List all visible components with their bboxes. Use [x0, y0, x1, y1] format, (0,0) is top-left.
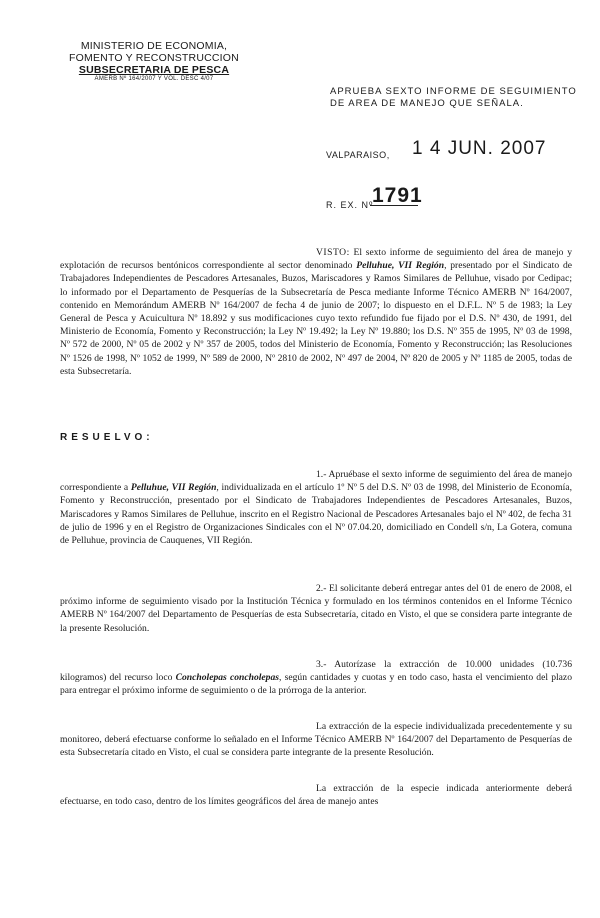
- ministry-name: MINISTERIO DE ECONOMIA,: [80, 40, 228, 52]
- article-2: 2.- El solicitante deberá entregar antes del 01 de enero de 2008, el próximo informe de seguimiento visado por la Institución Técnica y formulado en los términos contenidos en el Informe Técnico AMERB Nº 164/2007 del Departamento de Pesquerías de esta Subsecretaría, citado en Visto, el que se considera parte integrante de la presente Resolución.: [60, 583, 572, 634]
- ministry-name-2: FOMENTO Y RECONSTRUCCION: [69, 52, 239, 64]
- species-name: Concholepas concholepas: [175, 672, 280, 684]
- place-label: VALPARAISO,: [326, 150, 390, 160]
- article-number: 2.-: [316, 583, 327, 594]
- visto-label: VISTO:: [316, 247, 350, 258]
- subject-line-1: APRUEBA SEXTO INFORME DE SEGUIMIENTO: [330, 86, 577, 97]
- article-number: 3.-: [316, 659, 327, 670]
- resolution-label: R. EX. Nº: [326, 200, 374, 210]
- resolution-underline: [370, 205, 418, 206]
- resuelvo-heading: RESUELVO:: [60, 432, 154, 443]
- article-1: 1.- Apruébase el sexto informe de seguimiento del área de manejo correspondiente a Pelluhue, VII Región, individualizada en el artículo 1º Nº 5 del D.S. Nº 03 de 1998, del Ministerio de Economía, Fomento y Reconstrucción, presentado por el Sindicato de Trabajadores Independientes de Pescadores Artesanales, Buzos, Mariscadores y Ramos Similares de Pelluhue, inscrito en el Registro Nacional de Pescadores Artesanales bajo el Nº 402, de fecha 31 de julio de 1996 y en el Registro de Organizaciones Sindicales con el Nº 07.04.20, domiciliado en Condell s/n, La Gotera, comuna de Pelluhue, provincia de Cauquenes, VII Región.: [60, 469, 572, 547]
- visto-paragraph: VISTO: El sexto informe de seguimiento del área de manejo y explotación de recursos bentónicos correspondiente al sector denominado Pelluhue, VII Región, presentado por el Sindicato de Trabajadores Independientes de Pescadores Artesanales, Buzos, Mariscadores y Ramos Similares de Pelluhue, visado por Cedipac; lo informado por el Departamento de Pesquerías de la Subsecretaría de Pesca mediante Informe Técnico AMERB Nº 164/2007, contenido en Memorándum AMERB Nº 164/2007 de fecha 4 de junio de 2007; lo dispuesto en el D.F.L. Nº 5 de 1983; la Ley General de Pesca y Acuicultura Nº 18.892 y sus modificaciones cuyo texto refundido fue fijado por el D.S. Nº 430, de 1991, del Ministerio de Economía, Fomento y Reconstrucción; la Ley Nº 19.492; la Ley Nº 19.880; los D.S. Nº 355 de 1995, Nº 03 de 1998, Nº 572 de 2000, Nº 05 de 2002 y Nº 357 de 2005, todos del Ministerio de Economía, Fomento y Reconstrucción; las Resoluciones Nº 1526 de 1998, Nº 1052 de 1999, Nº 589 de 2000, Nº 2810 de 2002, Nº 497 de 2004, Nº 820 de 2005 y Nº 1185 de 2005, todas de esta Subsecretaría.: [60, 247, 572, 377]
- ministry-header: [64, 40, 244, 83]
- sector-name: Pelluhue, VII Región: [356, 260, 445, 272]
- sector-name: Pelluhue, VII Región: [130, 482, 217, 494]
- subsecretaria-name: SUBSECRETARIA DE PESCA: [78, 64, 230, 76]
- article-number: 1.-: [316, 469, 327, 480]
- resolution-subject: [330, 86, 580, 110]
- article-3: 3.- Autorízase la extracción de 10.000 unidades (10.736 kilogramos) del recurso loco Concholepas concholepas, según cantidades y cuotas y en todo caso, hasta el vencimiento del plazo para entregar el próximo informe de seguimiento o de la prórroga de la anterior.: [60, 659, 572, 697]
- paragraph-limits: La extracción de la especie indicada anteriormente deberá efectuarse, en todo caso, dentro de los límites geográficos del área de manejo antes: [60, 783, 572, 808]
- paragraph-extraction: La extracción de la especie individualizada precedentemente y su monitoreo, deberá efectuarse conforme lo señalado en el Informe Técnico AMERB Nº 164/2007 del Departamento de Pesquerías de esta Subsecretaría citado en Visto, el cual se considera parte integrante de la presente Resolución.: [60, 721, 572, 759]
- subject-line-2: DE AREA DE MANEJO QUE SEÑALA.: [330, 98, 524, 109]
- reference-code: AMERB Nº 164/2007 Y VOL. DESC 4/07: [94, 76, 214, 82]
- date-stamp: 1 4 JUN. 2007: [412, 138, 547, 159]
- resolution-number: 1791: [372, 184, 423, 207]
